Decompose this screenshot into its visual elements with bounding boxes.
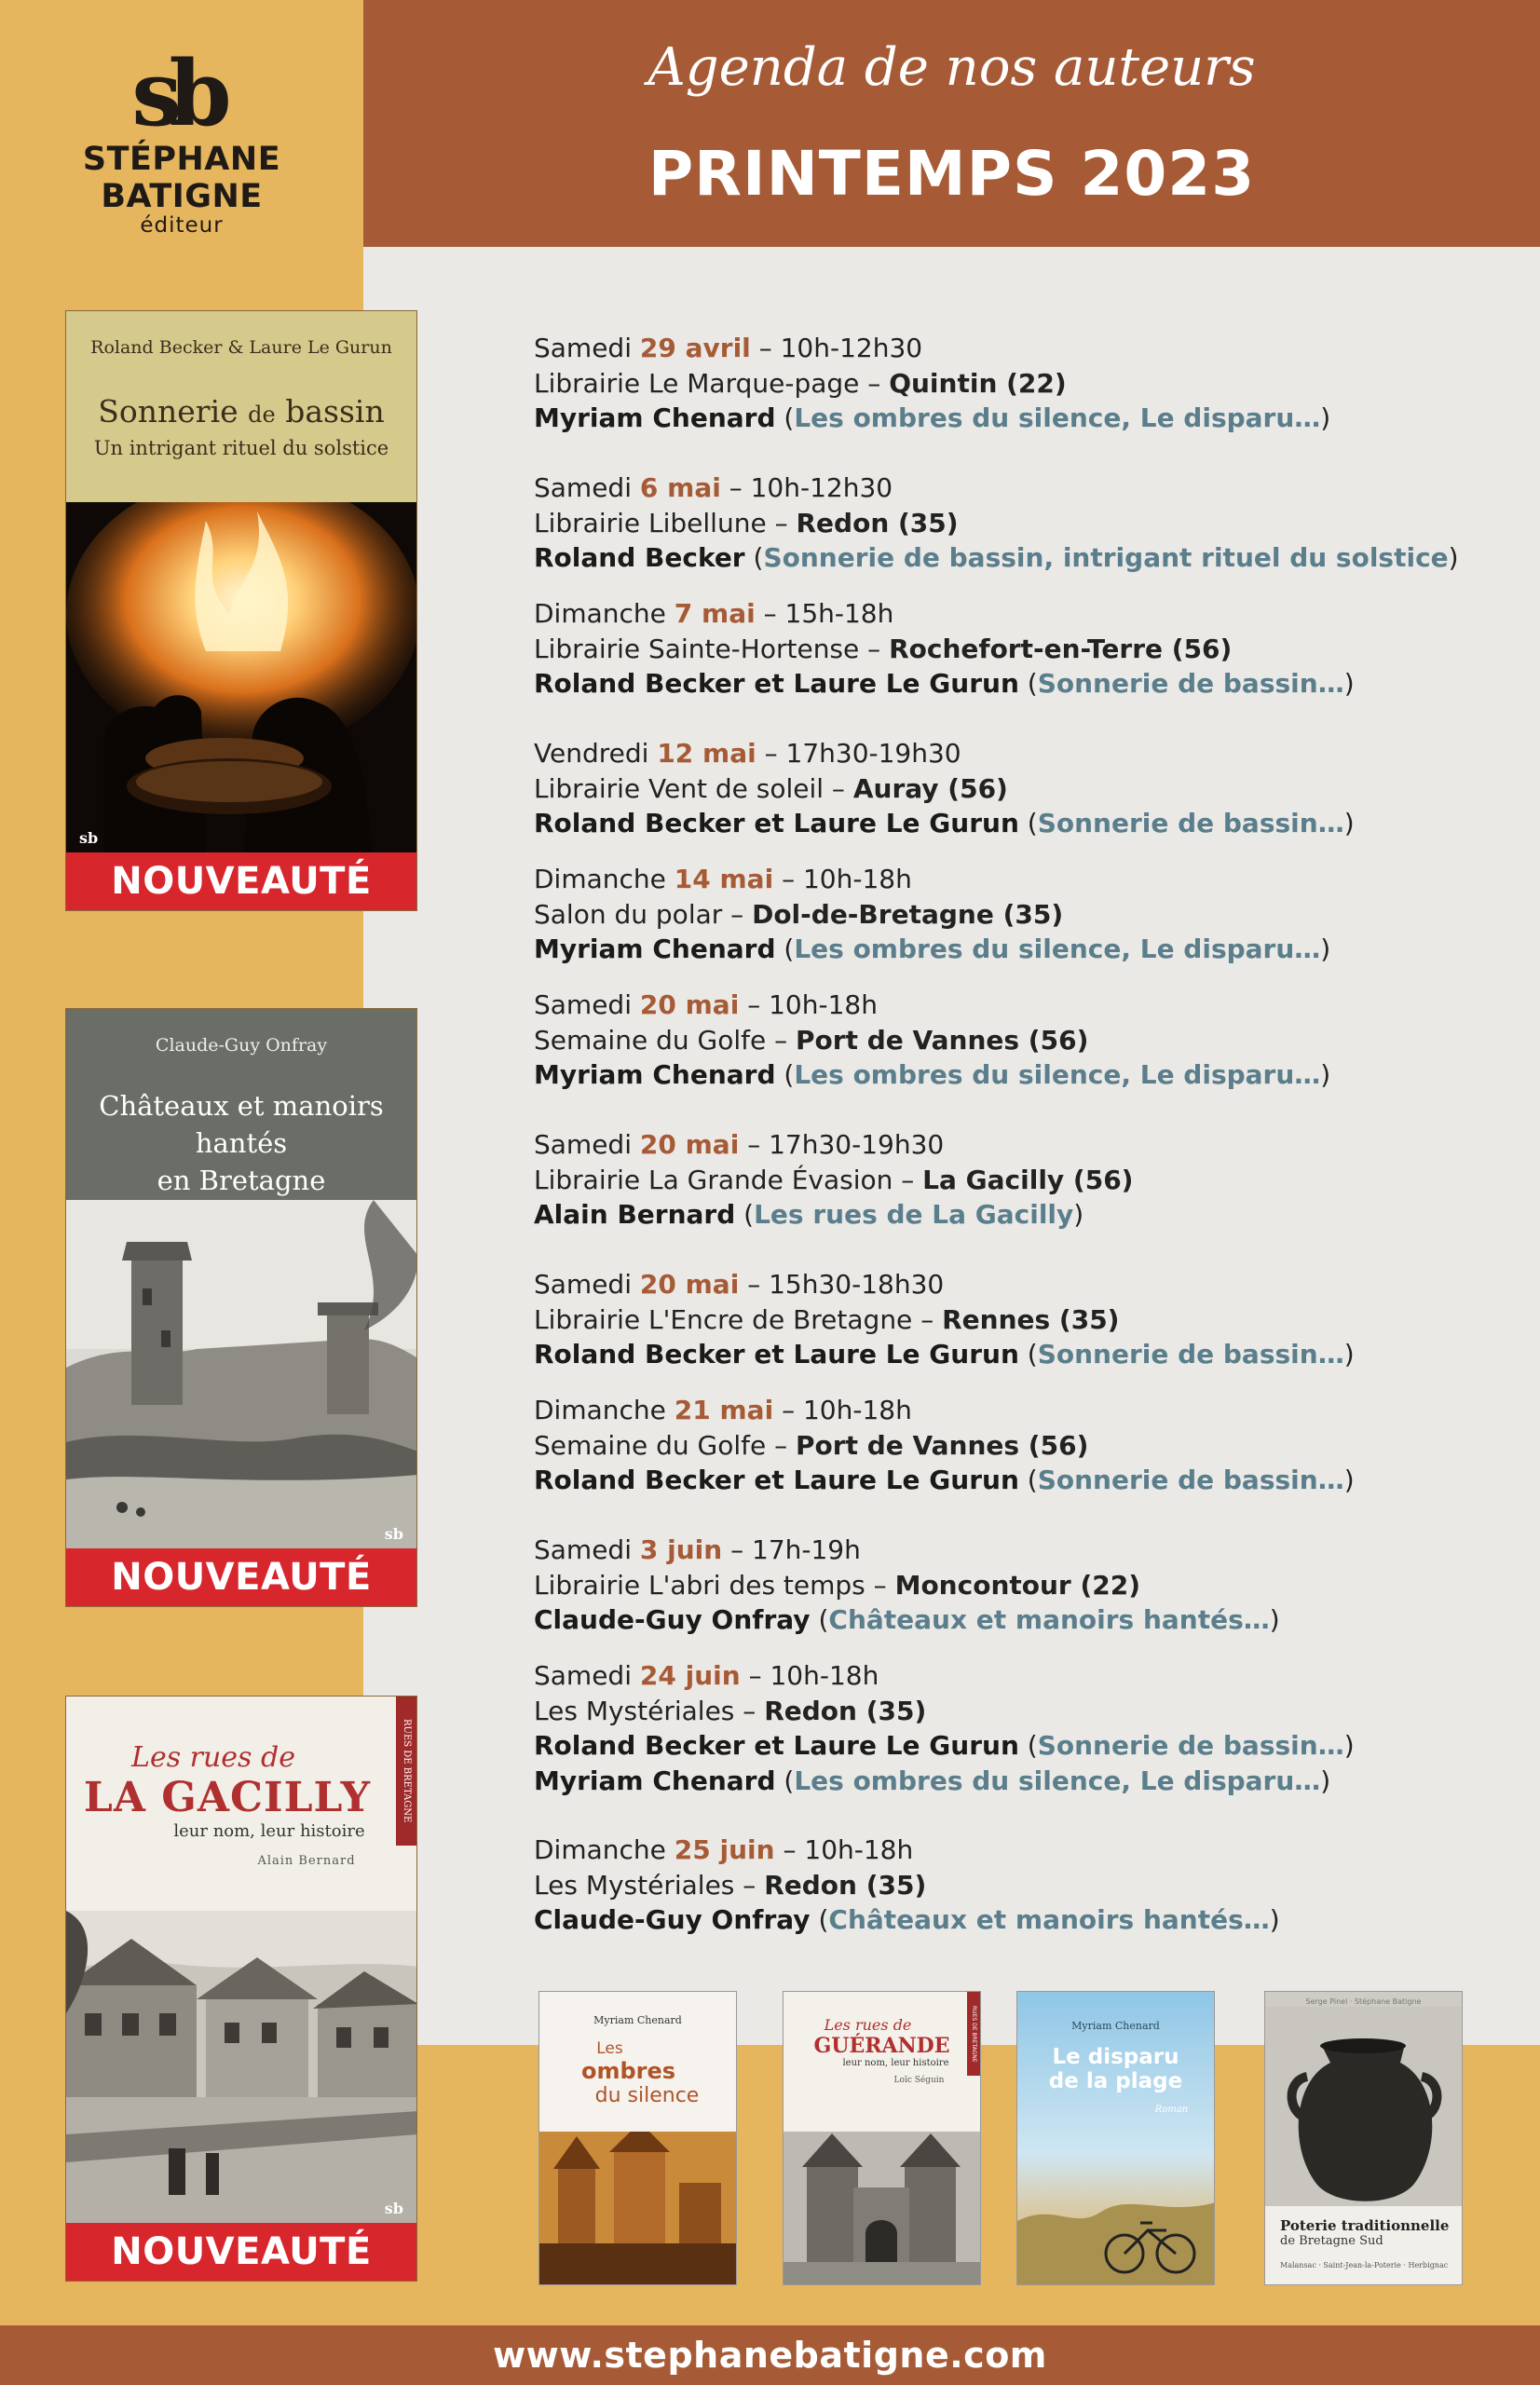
event-author-line: Myriam Chenard (Les ombres du silence, Le disparu…) [534,402,1331,433]
logo-name: STÉPHANE BATIGNE [82,141,281,215]
event-date: 21 mai [674,1395,774,1425]
book-title-small: Les rues de [824,2016,912,2034]
event-time: – 15h-18h [763,598,894,629]
cover-title-band [66,1697,416,1911]
event-day: Samedi [534,1534,632,1565]
cover-photo-village [66,1911,416,2225]
event-author: Claude-Guy Onfray [534,1604,811,1635]
event-day: Samedi [534,1269,632,1300]
event-venue: Salon du polar – [534,898,744,930]
header-band [363,0,1540,247]
event-author-line: Roland Becker et Laure Le Gurun (Sonnerie de bassin…) [534,1339,1355,1370]
event-day: Samedi [534,989,632,1020]
event-place: Port de Vannes (56) [796,1429,1089,1461]
event-day: Dimanche [534,598,666,629]
cover-subtitle: leur nom, leur histoire [173,1821,365,1841]
book-disparu-de-la-plage[interactable] [1016,1991,1215,2285]
publisher-logo [28,41,335,238]
event-venue-line [534,897,1330,933]
book-author: Loïc Séguin [893,2076,945,2085]
event-time: – 10h-18h [748,1660,879,1691]
event-book-link[interactable]: Châteaux et manoirs hantés… [828,1604,1270,1635]
event-book-link[interactable]: Sonnerie de bassin… [1037,1339,1344,1370]
footer-band [0,2325,1540,2385]
event-venue: Semaine du Golfe – [534,1024,788,1056]
event-time: – 10h-18h [747,989,878,1020]
event-author-line: Myriam Chenard (Les ombres du silence, Le disparu…) [534,1059,1331,1090]
event-author: Alain Bernard [534,1199,736,1230]
event-date-line [534,1393,1355,1428]
cover-publisher-mark: sb [384,2200,403,2217]
event-author: Roland Becker et Laure Le Gurun [534,1465,1019,1495]
book-cover-chateaux[interactable] [65,1008,417,1607]
book-cover-sonnerie[interactable] [65,310,417,911]
event-book-link[interactable]: Les ombres du silence, Le disparu… [794,402,1321,433]
event-book-link[interactable]: Les ombres du silence, Le disparu… [794,1059,1321,1090]
event-date: 24 juin [639,1660,741,1691]
event-book-link[interactable]: Sonnerie de bassin… [1037,668,1344,699]
book-title-1: Le disparu [1052,2045,1179,2069]
book-title-area [1265,2206,1462,2285]
agenda-event [534,1267,1355,1372]
event-day: Samedi [534,333,632,363]
event-time: – 17h30-19h30 [764,738,961,769]
event-venue-line [534,1694,1355,1729]
agenda-event [534,1393,1355,1498]
agenda-title: Agenda de nos auteurs [647,37,1256,98]
event-author: Roland Becker et Laure Le Gurun [534,1730,1019,1761]
event-time: – 10h-12h30 [758,333,923,363]
season-title: PRINTEMPS 2023 [647,138,1256,210]
event-time: – 10h-12h30 [729,472,893,503]
book-author: Myriam Chenard [1071,2020,1160,2032]
event-date-line [534,1658,1355,1694]
cover-author: Alain Bernard [257,1854,356,1868]
event-time: – 10h-18h [783,1834,914,1865]
event-date: 3 juin [639,1534,723,1565]
event-place: La Gacilly (56) [922,1164,1134,1195]
event-venue: Librairie Libellune – [534,507,788,538]
event-date: 14 mai [674,864,774,894]
logo-mark: sb [131,41,219,146]
agenda-event [534,1533,1280,1638]
event-author-line: Myriam Chenard (Les ombres du silence, Le disparu…) [534,1765,1331,1796]
cover-subtitle: Un intrigant rituel du solstice [93,437,389,459]
event-time: – 15h30-18h30 [747,1269,945,1300]
book-castle-photo [539,2132,737,2285]
event-venue: Librairie Le Marque-page – [534,367,881,399]
event-venue-line [534,1568,1280,1603]
agenda-event [534,1127,1133,1233]
book-authors: Serge Pinel · Stéphane Batigne [1305,1997,1422,2006]
event-book-link[interactable]: Sonnerie de bassin… [1037,1465,1344,1495]
event-date: 20 mai [639,989,740,1020]
book-pot-photo [1265,2007,1463,2221]
cover-engraving-castle [66,1200,416,1550]
event-author-line: Claude-Guy Onfray (Châteaux et manoirs hantés…) [534,1904,1280,1935]
event-venue-line [534,1163,1133,1198]
event-venue: Librairie Sainte-Hortense – [534,633,881,664]
event-venue-line [534,1428,1355,1464]
event-venue: Librairie L'abri des temps – [534,1569,887,1601]
cover-title [66,393,416,433]
event-date: 12 mai [657,738,756,769]
event-author: Myriam Chenard [534,1765,776,1796]
book-ombres-du-silence[interactable] [538,1991,737,2285]
event-time: – 17h-19h [730,1534,861,1565]
agenda-event [534,862,1330,967]
event-time: – 10h-18h [782,864,912,894]
book-subtitle: de Bretagne Sud [1280,2234,1383,2248]
event-date-line [534,1833,1280,1868]
event-book-link[interactable]: Les rues de La Gacilly [754,1199,1074,1230]
book-title-area [784,1992,980,2132]
book-title-area [1017,1992,1214,2115]
book-poterie-traditionnelle[interactable] [1264,1991,1463,2285]
event-place: Redon (35) [764,1695,927,1726]
event-author-line: Roland Becker et Laure Le Gurun (Sonnerie de bassin…) [534,1730,1355,1761]
cover-title-word: Sonnerie [98,393,238,429]
event-place: Moncontour (22) [894,1569,1141,1601]
event-book-link[interactable]: Châteaux et manoirs hantés… [828,1904,1270,1935]
cover-title-word: de [248,402,276,428]
book-genre: Roman [1154,2105,1189,2115]
nouveaute-badge: NOUVEAUTÉ [66,2223,416,2281]
castle-engraving [66,1200,417,1550]
event-author: Myriam Chenard [534,402,776,433]
event-venue: Les Mystériales – [534,1695,756,1726]
event-book-link[interactable]: Sonnerie de bassin, intrigant rituel du solstice [763,542,1449,573]
cover-title-big: LA GACILLY [83,1774,372,1821]
cover-author: Claude-Guy Onfray [155,1035,328,1056]
cover-author: Roland Becker & Laure Le Gurun [90,337,392,358]
event-author-line: Roland Becker et Laure Le Gurun (Sonnerie de bassin…) [534,1465,1355,1495]
event-venue: Les Mystériales – [534,1869,756,1901]
event-place: Rennes (35) [942,1303,1120,1335]
cover-title-small: Les rues de [131,1741,295,1774]
event-place: Rochefort-en-Terre (56) [889,633,1233,664]
event-date-line [534,331,1330,366]
book-gate-photo [784,2132,981,2285]
event-date: 20 mai [639,1129,740,1160]
event-place: Redon (35) [796,507,959,538]
cover-title-band [66,311,416,502]
book-places: Malansac · Saint-Jean-la-Poterie · Herbignac [1280,2261,1449,2269]
event-author: Roland Becker et Laure Le Gurun [534,808,1019,838]
cover-spine-label: RUES DE BRETAGNE [396,1697,416,1846]
event-author: Myriam Chenard [534,934,776,964]
cover-photo-bonfire [66,502,416,854]
book-rues-de-guerande[interactable] [783,1991,981,2285]
cover-title-line2: en Bretagne [157,1165,326,1196]
event-time: – 10h-18h [782,1395,912,1425]
event-author-line: Myriam Chenard (Les ombres du silence, Le disparu…) [534,934,1331,964]
event-book-link[interactable]: Les ombres du silence, Le disparu… [794,934,1321,964]
book-title-big: GUÉRANDE [813,2034,950,2058]
event-day: Samedi [534,1660,632,1691]
event-day: Dimanche [534,1395,666,1425]
book-title: Poterie traditionnelle [1280,2217,1450,2234]
event-venue-line [534,632,1355,667]
event-venue: Librairie L'Encre de Bretagne – [534,1303,934,1335]
bonfire-illustration [66,502,417,854]
book-spine-label: RUES DE BRETAGNE [967,1992,980,2076]
agenda-event [534,1658,1355,1798]
book-subtitle: leur nom, leur histoire [842,2058,949,2068]
agenda-event [534,1833,1280,1938]
agenda-event [534,736,1355,841]
event-author: Claude-Guy Onfray [534,1904,811,1935]
event-date-line [534,1533,1280,1568]
event-day: Dimanche [534,864,666,894]
event-place: Quintin (22) [889,367,1067,399]
cover-title: Châteaux et manoirs hantés [99,1090,384,1159]
book-cover-la-gacilly[interactable] [65,1696,417,2282]
event-date-line [534,596,1355,632]
event-venue-line [534,1023,1330,1058]
event-date: 20 mai [639,1269,740,1300]
event-book-link[interactable]: Sonnerie de bassin… [1037,808,1344,838]
nouveaute-badge: NOUVEAUTÉ [66,852,416,910]
event-day: Dimanche [534,1834,666,1865]
cover-title-word: bassin [285,393,385,429]
event-date-line [534,736,1355,771]
village-photo [66,1911,417,2225]
event-date-line [534,1267,1355,1302]
event-author-line: Roland Becker et Laure Le Gurun (Sonnerie de bassin…) [534,668,1355,699]
event-venue: Librairie La Grande Évasion – [534,1164,915,1195]
agenda-event [534,596,1355,702]
event-date-line [534,470,1459,506]
event-date-line [534,988,1330,1023]
event-date-line [534,1127,1133,1163]
agenda-event [534,988,1330,1093]
event-day: Samedi [534,472,632,503]
event-date: 7 mai [674,598,756,629]
cover-publisher-mark: sb [384,1525,403,1543]
event-book-link[interactable]: Les ombres du silence, Le disparu… [794,1765,1321,1796]
book-title-area [539,1992,736,2132]
event-place: Port de Vannes (56) [796,1024,1089,1056]
event-date: 25 juin [674,1834,775,1865]
cover-publisher-mark: sb [79,829,99,847]
event-time: – 17h30-19h30 [747,1129,945,1160]
event-author: Myriam Chenard [534,1059,776,1090]
event-place: Dol-de-Bretagne (35) [752,898,1064,930]
cover-title-band [66,1009,416,1200]
event-day: Samedi [534,1129,632,1160]
event-author-line: Roland Becker et Laure Le Gurun (Sonnerie de bassin…) [534,808,1355,838]
event-venue-line [534,771,1355,807]
event-day: Vendredi [534,738,649,769]
event-author: Roland Becker [534,542,745,573]
book-author: Myriam Chenard [593,2014,682,2026]
event-venue-line [534,1868,1280,1903]
event-date-line [534,862,1330,897]
book-title-3: du silence [594,2084,700,2107]
event-author: Roland Becker et Laure Le Gurun [534,668,1019,699]
event-venue: Librairie Vent de soleil – [534,772,845,804]
book-bicycle-photo [1017,2165,1215,2285]
event-date: 6 mai [639,472,721,503]
logo-sub: éditeur [140,213,224,238]
event-place: Auray (56) [852,772,1008,804]
event-date: 29 avril [639,333,751,363]
event-author-line: Roland Becker (Sonnerie de bassin, intrigant rituel du solstice) [534,542,1459,573]
book-title-1: Les [596,2039,623,2058]
event-venue-line [534,506,1459,541]
agenda-event [534,331,1330,436]
agenda-event [534,470,1459,576]
event-venue-line [534,366,1330,402]
event-place: Redon (35) [764,1869,927,1901]
website-link[interactable]: www.stephanebatigne.com [493,2335,1047,2376]
event-venue: Semaine du Golfe – [534,1429,788,1461]
nouveaute-badge: NOUVEAUTÉ [66,1548,416,1606]
book-title-2: de la plage [1048,2069,1183,2093]
event-author-line: Alain Bernard (Les rues de La Gacilly) [534,1199,1084,1230]
event-author: Roland Becker et Laure Le Gurun [534,1339,1019,1370]
book-title-2: ombres [580,2058,676,2084]
event-venue-line [534,1302,1355,1338]
event-author-line: Claude-Guy Onfray (Châteaux et manoirs hantés…) [534,1604,1280,1635]
event-book-link[interactable]: Sonnerie de bassin… [1037,1730,1344,1761]
